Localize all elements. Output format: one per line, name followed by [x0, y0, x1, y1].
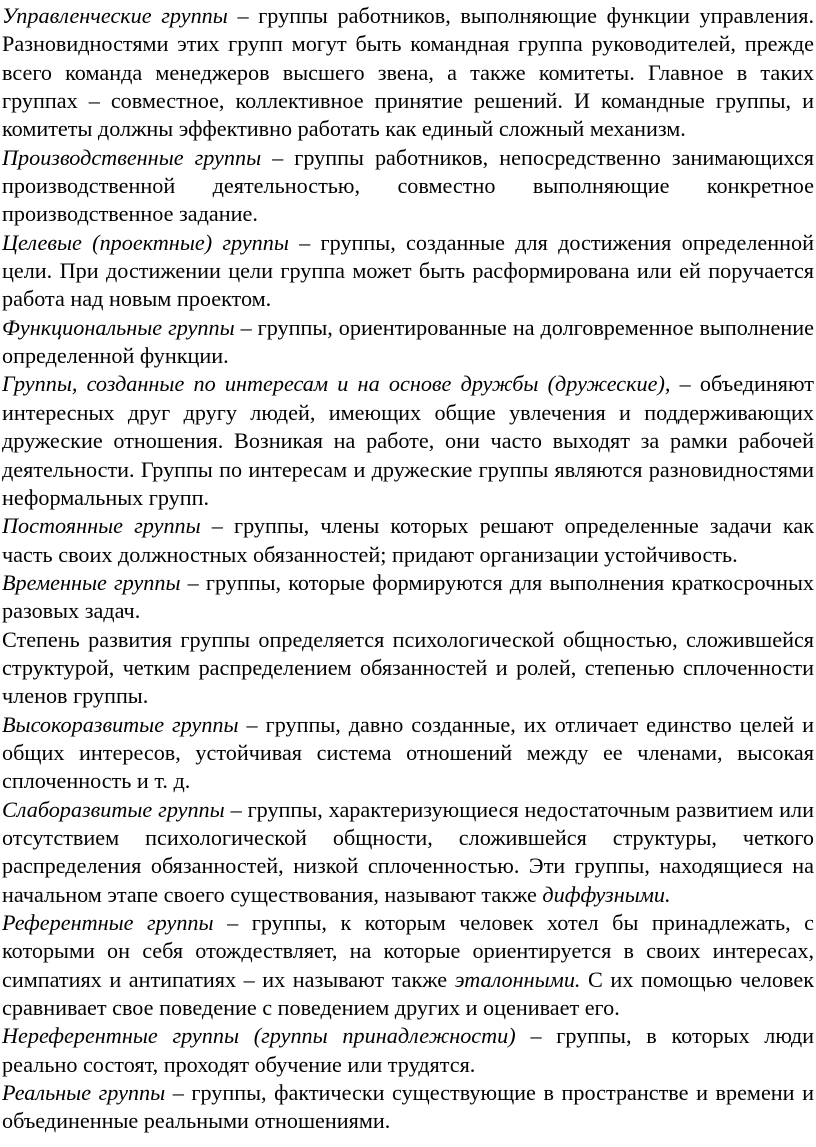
definition-text: – группы, к которым человек хотел бы принадлежать, с которыми он себя отождествляет, на которые ориентируется в своих интересах, симпатиях и антипатиях – их называют также	[2, 910, 814, 992]
term-managerial-groups: Управленческие группы	[2, 3, 228, 28]
definition-text-tail: С их помощью человек сравнивает свое поведение с поведением других и оценивает его.	[2, 966, 815, 1021]
term-non-reference-groups: Нереферентные группы (группы принадлежности)	[2, 1023, 516, 1049]
emphasized-term: диффузными.	[542, 881, 671, 907]
term-functional-groups: Функциональные группы	[2, 314, 235, 340]
paragraph-target-groups	[2, 229, 814, 314]
definition-text: – группы, фактически существующие в пространстве и времени и объединенные реальными отношениями.	[2, 1080, 814, 1134]
paragraph-highly-developed-groups	[2, 711, 814, 796]
term-underdeveloped-groups: Слаборазвитые группы	[2, 796, 225, 822]
term-temporary-groups: Временные группы	[2, 569, 181, 595]
term-target-groups: Целевые (проектные) группы	[2, 229, 289, 255]
paragraph-non-reference-groups	[2, 1022, 814, 1079]
term-permanent-groups: Постоянные группы	[2, 513, 201, 539]
emphasized-term: эталонными.	[454, 966, 581, 992]
paragraph-permanent-groups	[2, 512, 814, 569]
term-production-groups: Производственные группы	[2, 144, 262, 170]
paragraph-managerial-groups	[2, 2, 814, 144]
paragraph-reference-groups	[2, 909, 814, 1022]
paragraph-underdeveloped-groups	[2, 796, 814, 909]
paragraph-development-degree	[2, 626, 814, 711]
paragraph-real-groups	[2, 1079, 814, 1136]
paragraph-friendly-groups	[2, 370, 814, 512]
paragraph-temporary-groups	[2, 569, 814, 626]
definition-text: – группы работников, выполняющие функции управления. Разновидностями этих групп могут быть командная группа руководителей, прежде всего команда менеджеров высшего звена, а также комитеты. Главное в таких группах – совместное, коллективное принятие решений. И командные группы, и комитеты должны эффективно работать как единый сложный механизм.	[2, 3, 814, 142]
definition-text: – объединяют интересных друг другу людей, имеющих общие увлечения и поддерживающих дружеские отношения. Возникая на работе, они часто выходят за рамки рабочей деятельности. Группы по интересам и дружеские группы являются разновидностями неформальных групп.	[2, 371, 814, 510]
definition-text: – группы, давно созданные, их отличает единство целей и общих интересов, устойчивая система отношений между ее членами, высокая сплоченность и т. д.	[2, 711, 814, 794]
definition-text: – группы, характеризующиеся недостаточным развитием или отсутствием психологической общности, сложившейся структуры, четкого распределения обязанностей, низкой сплоченностью. Эти группы, находящиеся на начальном этапе своего существования, называют также	[2, 796, 814, 907]
term-highly-developed-groups: Высокоразвитые группы	[2, 711, 239, 737]
term-reference-groups: Референтные группы	[2, 910, 214, 935]
definition-text: – группы, созданные для достижения определенной цели. При достижении цели группа может быть расформирована или ей поручается работа над новым проектом.	[2, 229, 814, 312]
term-friendly-groups: Группы, созданные по интересам и на основе дружбы (дружеские),	[2, 371, 671, 397]
definition-text: – группы, которые формируются для выполнения краткосрочных разовых задач.	[2, 569, 814, 624]
term-real-groups: Реальные группы	[2, 1080, 166, 1106]
paragraph-production-groups	[2, 144, 814, 229]
definition-text: – группы, члены которых решают определенные задачи как часть своих должностных обязанностей; придают организации устойчивость.	[2, 513, 814, 567]
body-text: Степень развития группы определяется психологической общностью, сложившейся структурой, четким распределением обязанностей и ролей, степенью сплоченности членов группы.	[2, 626, 814, 709]
definition-text: – группы, в которых люди реально состоят, проходят обучение или трудятся.	[2, 1023, 814, 1077]
definition-text: – группы, ориентированные на долговременное выполнение определенной функции.	[2, 314, 814, 369]
paragraph-functional-groups	[2, 314, 814, 371]
definition-text: – группы работников, непосредственно занимающихся производственной деятельностью, совместно выполняющие конкретное производственное задание.	[2, 144, 815, 227]
